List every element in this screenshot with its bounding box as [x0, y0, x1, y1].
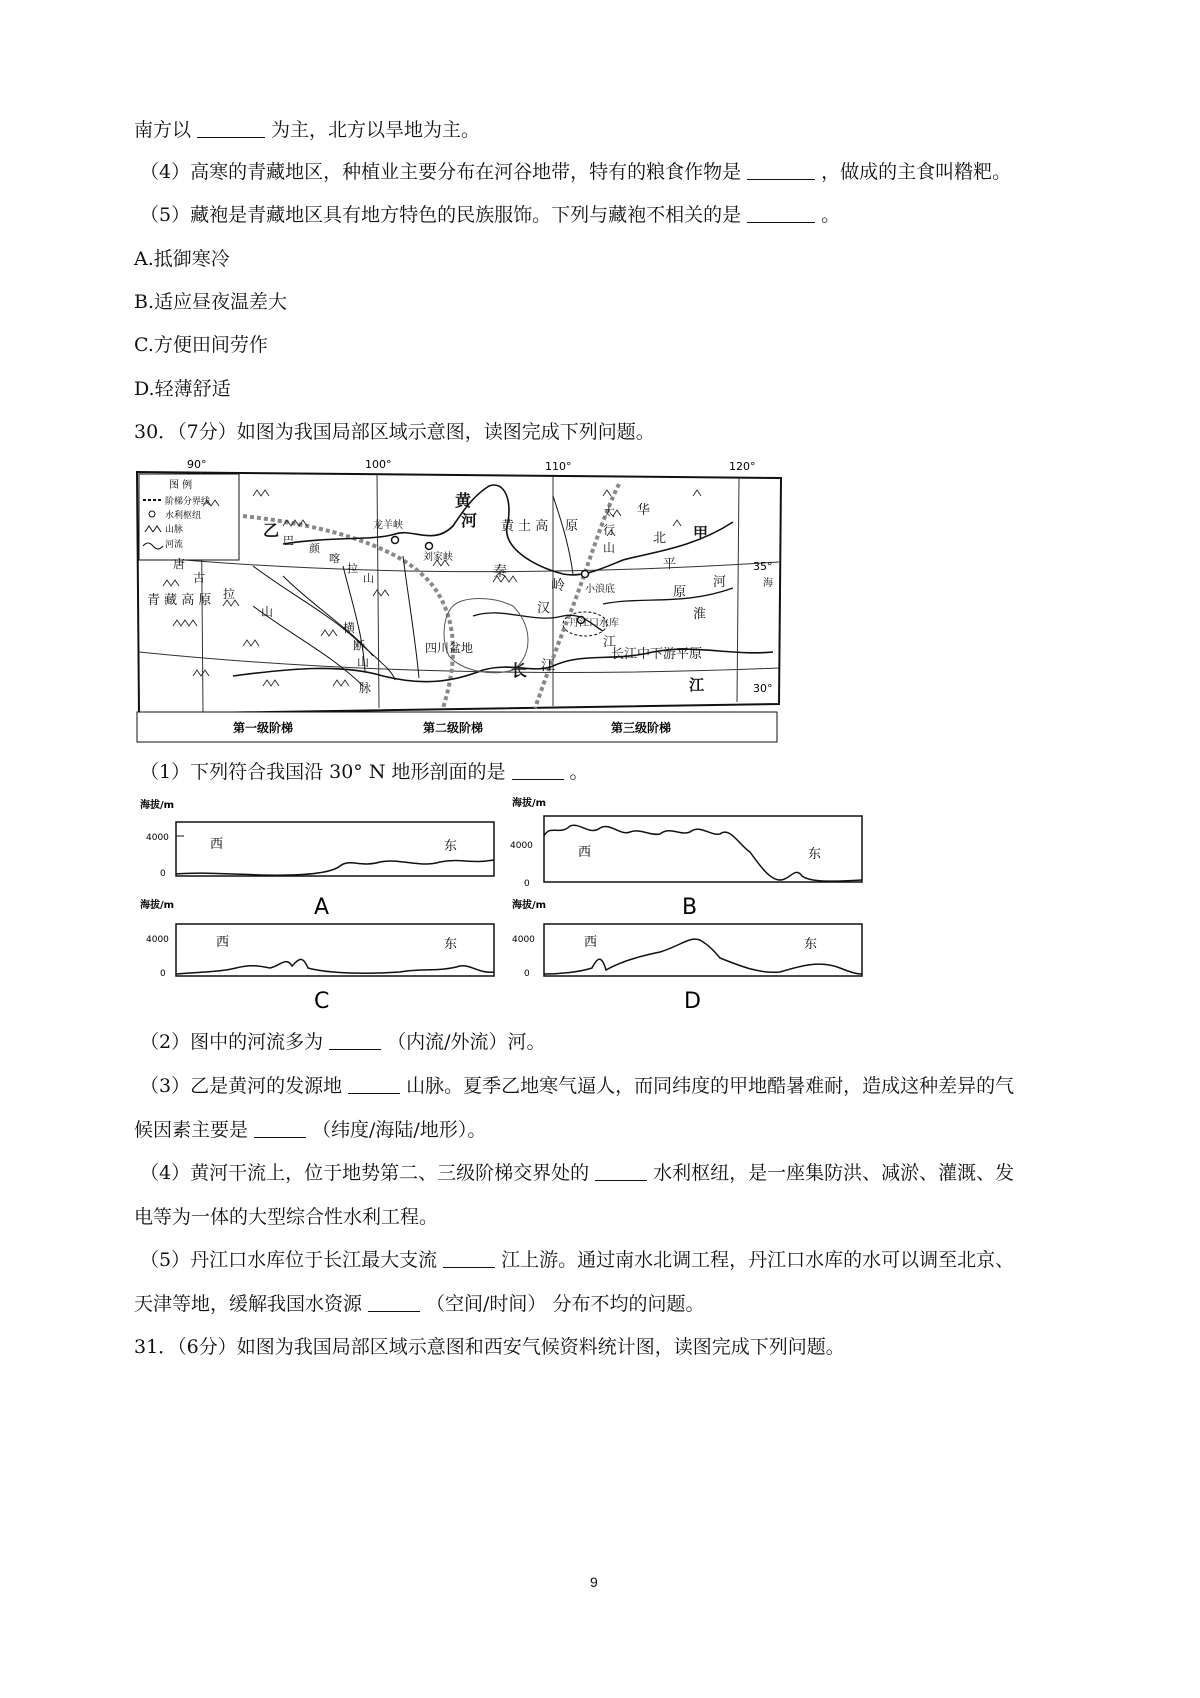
label-tanggula-2: 古: [193, 571, 206, 585]
answer-blank[interactable]: [254, 1119, 306, 1138]
label-yan: 颜: [309, 542, 320, 555]
option-c: C.方便田间劳作: [134, 334, 268, 356]
text: 江上游。通过南水北调工程，丹江口水库的水可以调至北京、: [501, 1249, 1015, 1271]
y-unit: 海拔/m: [140, 900, 175, 911]
text: 。: [821, 204, 841, 226]
label-han: 汉: [537, 601, 551, 616]
text: （3）乙是黄河的发源地: [140, 1075, 343, 1097]
label-west: 西: [584, 935, 598, 950]
label-lower-plain: 长江中下游平原: [611, 647, 703, 662]
label-jia: 甲: [693, 524, 709, 542]
answer-blank[interactable]: [348, 1075, 400, 1094]
label-he2: 河: [713, 575, 727, 590]
answer-blank[interactable]: [329, 1031, 381, 1050]
label-qin: 秦: [493, 564, 507, 580]
label-huang: 黄: [455, 491, 472, 510]
y-unit: 海拔/m: [140, 800, 175, 811]
label-la: 拉: [347, 562, 358, 575]
legend-river: 河流: [165, 540, 184, 550]
q29-part-4: [140, 160, 1011, 184]
q30-part-2: [140, 1030, 546, 1054]
text: （5）丹江口水库位于长江最大支流: [140, 1249, 438, 1271]
panel-label-c: C: [314, 989, 330, 1014]
label-he: 河: [461, 511, 478, 530]
label-liujiaxia: 刘家峡: [423, 552, 453, 563]
answer-blank[interactable]: [512, 761, 564, 780]
panel-label-d: D: [684, 989, 701, 1014]
answer-blank[interactable]: [747, 161, 815, 180]
label-danjiangkou: 丹江口水库: [569, 618, 619, 629]
y-top: 4000: [146, 833, 169, 843]
q29-line-1: [134, 118, 480, 142]
text: （4）高寒的青藏地区，种植业主要分布在河谷地带，特有的粮食作物是: [140, 161, 742, 183]
label-shan: 山: [363, 572, 374, 585]
lon-110: 110°: [545, 460, 572, 473]
label-taihang-1: 太: [603, 505, 616, 519]
text: ，做成的主食叫糌粑。: [821, 161, 1012, 183]
dam-xiaolangdi: [582, 571, 589, 578]
y-top: 4000: [512, 935, 535, 945]
text: （空间/时间） 分布不均的问题。: [426, 1293, 705, 1315]
text: 。: [569, 761, 589, 783]
lon-120: 120°: [729, 460, 756, 473]
terrain-line: [176, 959, 494, 974]
region-map: [133, 456, 785, 746]
text: 南方以: [134, 119, 192, 141]
legend-step: 阶梯分界线: [165, 497, 211, 507]
label-hai: 海: [763, 578, 773, 589]
label-ping: 平: [663, 557, 677, 572]
label-bei: 北: [653, 531, 667, 546]
page-number: 9: [590, 1574, 598, 1590]
y-zero: 0: [524, 879, 530, 889]
dam-longyangxia: [392, 537, 399, 544]
q30-part-5: [140, 1248, 1014, 1272]
answer-blank[interactable]: [747, 204, 815, 223]
answer-blank[interactable]: [595, 1162, 647, 1181]
label-ka: 喀: [329, 552, 340, 565]
profile-diagrams: [140, 796, 880, 1016]
label-hua: 华: [637, 503, 651, 518]
label-ba: 巴: [283, 534, 294, 547]
text: （内流/外流）河。: [387, 1031, 546, 1053]
legend-dam: 水利枢纽: [165, 511, 202, 521]
label-tanggula-4: 山: [261, 605, 274, 619]
text: 山脉。夏季乙地寒气逼人，而同纬度的甲地酷暑难耐，造成这种差异的气: [406, 1075, 1015, 1097]
step-1: 第一级阶梯: [233, 721, 294, 735]
text: （5）藏袍是青藏地区具有地方特色的民族服饰。下列与藏袍不相关的是: [140, 204, 742, 226]
q30-part-4: [140, 1161, 1014, 1185]
label-west: 西: [210, 837, 224, 852]
label-east: 东: [444, 839, 458, 854]
step-2: 第二级阶梯: [423, 721, 484, 735]
label-east: 东: [444, 937, 458, 952]
label-longyangxia: 龙羊峡: [373, 520, 403, 531]
label-huai: 淮: [693, 607, 707, 622]
terrain-line: [176, 860, 494, 875]
q30-part-4-cont: 电等为一体的大型综合性水利工程。: [134, 1206, 439, 1228]
label-jiang2: 江: [541, 658, 555, 674]
label-xiaolangdi: 小浪底: [585, 584, 615, 595]
lon-100: 100°: [365, 458, 392, 471]
label-jiang1: 江: [603, 635, 617, 650]
label-ling: 岭: [551, 578, 565, 594]
text: （1）下列符合我国沿 30° N 地形剖面的是: [140, 761, 506, 783]
label-chang: 长: [511, 661, 528, 680]
y-zero: 0: [524, 969, 530, 979]
lon-90: 90°: [187, 458, 207, 471]
label-east: 东: [808, 847, 822, 862]
label-qingzang: 青 藏 高 原: [147, 593, 212, 608]
text: 候因素主要是: [134, 1119, 249, 1141]
dam-liujiaxia: [426, 543, 433, 550]
profile-a: [140, 798, 494, 920]
text: 天津等地，缓解我国水资源: [134, 1293, 363, 1315]
q30-part-3-cont: [134, 1118, 486, 1142]
label-east: 东: [804, 937, 818, 952]
y-top: 4000: [146, 935, 169, 945]
y-zero: 0: [160, 869, 166, 879]
panel-label-b: B: [682, 895, 698, 920]
q30-part-5-cont: [134, 1292, 704, 1316]
y-unit: 海拔/m: [512, 900, 547, 911]
option-d: D.轻薄舒适: [134, 378, 231, 400]
text: 水利枢纽，是一座集防洪、减淤、灌溉、发: [653, 1162, 1015, 1184]
legend-mountain: 山脉: [165, 525, 184, 535]
label-taihang-2: 行: [603, 523, 616, 537]
label-yuan2: 原: [673, 585, 687, 600]
label-hengduan-1: 横: [343, 621, 356, 635]
label-hengduan-3: 山: [357, 655, 370, 669]
lat-35: 35°: [753, 560, 773, 573]
label-tanggula-3: 拉: [223, 587, 236, 601]
label-loess-yuan: 原: [565, 519, 579, 534]
lat-30: 30°: [753, 682, 773, 695]
text: 为主，北方以旱地为主。: [271, 119, 481, 141]
answer-blank[interactable]: [443, 1249, 495, 1268]
q29-part-5: [140, 203, 840, 227]
y-unit: 海拔/m: [512, 798, 547, 809]
label-west: 西: [578, 845, 592, 860]
legend-title: 图 例: [169, 480, 193, 491]
y-zero: 0: [160, 969, 166, 979]
label-west: 西: [216, 935, 230, 950]
label-yi: 乙: [263, 521, 280, 540]
text: （4）黄河干流上，位于地势第二、三级阶梯交界处的: [140, 1162, 590, 1184]
label-hengduan-4: 脉: [359, 681, 372, 695]
label-loess: 黄 土 高: [501, 519, 549, 534]
q30-part-3: [140, 1074, 1014, 1098]
profile-b: [510, 796, 862, 920]
q31-title: 31．（6分）如图为我国局部区域示意图和西安气候资料统计图，读图完成下列问题。: [134, 1336, 845, 1358]
y-top: 4000: [510, 841, 533, 851]
label-taihang-3: 山: [603, 541, 616, 555]
panel-label-a: A: [314, 895, 330, 920]
q30-part-1: [140, 760, 589, 784]
label-tanggula-1: 唐: [173, 557, 186, 571]
option-a: A.抵御寒冷: [134, 248, 230, 270]
text: （纬度/海陆/地形）。: [312, 1119, 487, 1141]
label-jiang3: 江: [689, 676, 705, 694]
answer-blank[interactable]: [368, 1293, 420, 1312]
step-3: 第三级阶梯: [611, 721, 672, 735]
label-sichuan: 四川盆地: [425, 641, 474, 655]
option-b: B.适应昼夜温差大: [134, 291, 288, 313]
label-hengduan-2: 断: [353, 639, 366, 653]
answer-blank[interactable]: [197, 119, 265, 138]
q30-title: 30．（7分）如图为我国局部区域示意图，读图完成下列问题。: [134, 421, 655, 443]
text: （2）图中的河流多为: [140, 1031, 324, 1053]
